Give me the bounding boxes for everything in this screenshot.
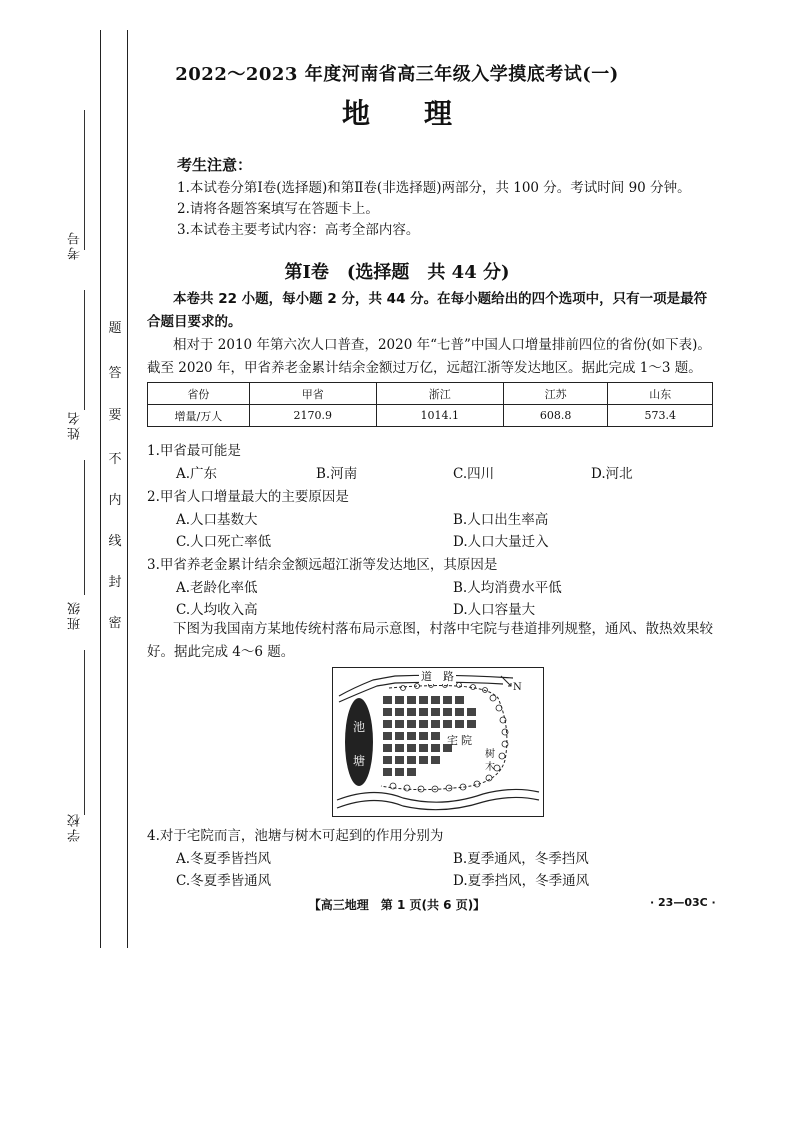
seal-char-4: 内 [108, 493, 122, 508]
question-3-option-a: A.老龄化率低 [176, 580, 258, 596]
binding-line-outer [100, 30, 101, 948]
question-1-option-a: A.广东 [176, 466, 218, 482]
house-label: 宅院 [447, 734, 475, 747]
question-1-option-c: C.四川 [453, 466, 495, 482]
pond-char-1: 池 [353, 720, 366, 734]
exam-number-label: 考号 [68, 230, 83, 260]
notice-item-1: 1.本试卷分第Ⅰ卷(选择题)和第Ⅱ卷(非选择题)两部分，共 100 分。考试时间 90 分钟。 [177, 180, 691, 196]
question-2-option-d: D.人口大量迁入 [453, 534, 549, 550]
table-row [148, 383, 713, 405]
section-instruction: 本卷共 22 小题，每小题 2 分，共 44 分。在每小题给出的四个选项中，只有一项是最符合题目要求的。 [147, 291, 708, 330]
seal-char-8: 题 [108, 321, 122, 336]
question-3-option-c: C.人均收入高 [176, 602, 258, 618]
village-layout-figure [332, 667, 544, 817]
name-blank [84, 290, 85, 410]
school-blank [84, 650, 85, 815]
question-4-option-d: D.夏季挡风，冬季通风 [453, 873, 590, 889]
road-label: 道 路 [421, 670, 454, 683]
question-3-stem: 3.甲省养老金累计结余金额远超江浙等发达地区，其原因是 [147, 557, 498, 573]
seal-char-7: 答 [108, 366, 122, 381]
population-table [147, 382, 713, 427]
question-1-option-d: D.河北 [591, 466, 633, 482]
table-header-cell: 甲省 [249, 383, 376, 405]
seal-char-1: 密 [108, 616, 122, 631]
notice-heading: 考生注意： [177, 156, 253, 174]
class-label: 班级 [68, 600, 83, 630]
notice-item-2: 2.请将各题答案填写在答题卡上。 [177, 201, 379, 217]
question-4-option-b: B.夏季通风，冬季挡风 [453, 851, 589, 867]
seal-char-6: 要 [108, 408, 122, 423]
question-3-option-b: B.人均消费水平低 [453, 580, 562, 596]
table-cell: 1014.1 [376, 405, 503, 427]
question-2-option-c: C.人口死亡率低 [176, 534, 272, 550]
north-label: N [513, 682, 522, 693]
question-1-stem: 1.甲省最可能是 [147, 443, 241, 459]
question-4-option-a: A.冬夏季皆挡风 [176, 851, 272, 867]
table-cell: 573.4 [608, 405, 713, 427]
class-blank [84, 460, 85, 595]
pond-char-2: 塘 [353, 754, 366, 768]
question-4-option-c: C.冬夏季皆通风 [176, 873, 272, 889]
page-footer: 【高三地理 第 1 页(共 6 页)】 [308, 898, 486, 912]
exam-title: 2022～2023 年度河南省高三年级入学摸底考试(一) [175, 64, 619, 85]
question-4-stem: 4.对于宅院而言，池塘与树木可起到的作用分别为 [147, 828, 444, 844]
passage-1: 相对于 2010 年第六次人口普查，2020 年“七普”中国人口增量排前四位的省份(如下表)。截至 2020 年，甲省养老金累计结余金额过万亿，远超江浙等发达地区。据此完成 1～3 题。 [147, 337, 711, 376]
notice-item-3: 3.本试卷主要考试内容：高考全部内容。 [177, 222, 420, 238]
binding-line-inner [127, 30, 128, 948]
table-row [148, 405, 713, 427]
question-2-option-b: B.人口出生率高 [453, 512, 549, 528]
question-2-stem: 2.甲省人口增量最大的主要原因是 [147, 489, 349, 505]
name-label: 姓名 [68, 410, 83, 440]
table-header-cell: 江苏 [503, 383, 608, 405]
section-title: 第Ⅰ卷 (选择题 共 44 分) [284, 262, 510, 283]
table-header-cell: 浙江 [376, 383, 503, 405]
tree-label: 树木 [485, 749, 495, 773]
passage-2: 下图为我国南方某地传统村落布局示意图，村落中宅院与巷道排列规整，通风、散热效果较好。据此完成 4～6 题。 [147, 621, 713, 660]
paper-code: · 23—03C · [650, 896, 716, 909]
table-cell: 2170.9 [249, 405, 376, 427]
village-map [333, 668, 543, 816]
school-label: 学校 [68, 812, 83, 842]
seal-char-2: 封 [108, 575, 122, 590]
seal-char-5: 不 [108, 452, 122, 467]
table-header-cell: 省份 [148, 383, 250, 405]
subject-title: 地理 [341, 97, 506, 130]
question-1-option-b: B.河南 [316, 466, 358, 482]
table-header-cell: 山东 [608, 383, 713, 405]
question-3-option-d: D.人口容量大 [453, 602, 536, 618]
question-2-option-a: A.人口基数大 [176, 512, 258, 528]
table-cell: 608.8 [503, 405, 608, 427]
table-row-label: 增量/万人 [148, 405, 250, 427]
seal-char-3: 线 [108, 534, 122, 549]
